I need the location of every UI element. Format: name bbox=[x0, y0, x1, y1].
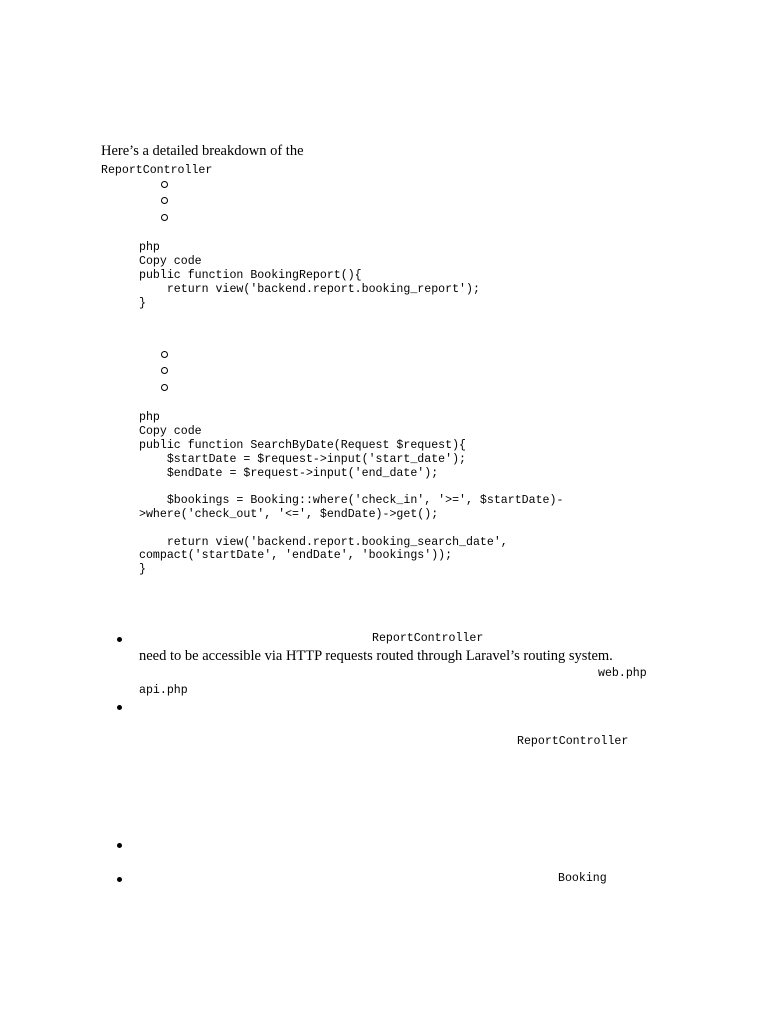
inline-code-booking: Booking bbox=[558, 872, 607, 885]
intro-paragraph bbox=[93, 124, 304, 178]
inline-code-web-php: web.php bbox=[598, 667, 647, 680]
intro-code: ReportController bbox=[101, 164, 213, 177]
list-bullet bbox=[117, 843, 122, 848]
code-block-booking-report: public function BookingReport(){ return view('backend.report.booking_report'); } bbox=[139, 269, 480, 310]
sub-bullet-circle bbox=[161, 197, 168, 204]
inline-code-report-controller-2: ReportController bbox=[517, 735, 629, 748]
sub-bullet-circle bbox=[161, 384, 168, 391]
inline-code-report-controller: ReportController bbox=[372, 632, 484, 645]
copy-code-button[interactable]: Copy code bbox=[139, 425, 202, 438]
list-bullet bbox=[117, 877, 122, 882]
intro-text: Here’s a detailed breakdown of the bbox=[101, 143, 304, 159]
inline-code-api-php: api.php bbox=[139, 684, 188, 697]
copy-code-button[interactable]: Copy code bbox=[139, 255, 202, 268]
sub-bullet-circle bbox=[161, 214, 168, 221]
code-lang-label: php bbox=[139, 241, 160, 254]
sub-bullet-circle bbox=[161, 351, 168, 358]
code-lang-label: php bbox=[139, 411, 160, 424]
sub-bullet-circle bbox=[161, 367, 168, 374]
routing-sentence: need to be accessible via HTTP requests routed through Laravel’s routing system. bbox=[139, 648, 613, 664]
list-bullet bbox=[117, 705, 122, 710]
code-block-search-by-date: public function SearchByDate(Request $request){ $startDate = $request->input('start_date'); $endDate = $request->input('end_date'); $bookings = Booking::where('check_in', '>=', $startDate)- >where('check_out', '<=', $endDate)->get(); return view('backend.report.booking_search_date', compact('startDate', 'endDate', 'bookings')); } bbox=[139, 439, 564, 577]
sub-bullet-circle bbox=[161, 181, 168, 188]
list-bullet bbox=[117, 637, 122, 642]
